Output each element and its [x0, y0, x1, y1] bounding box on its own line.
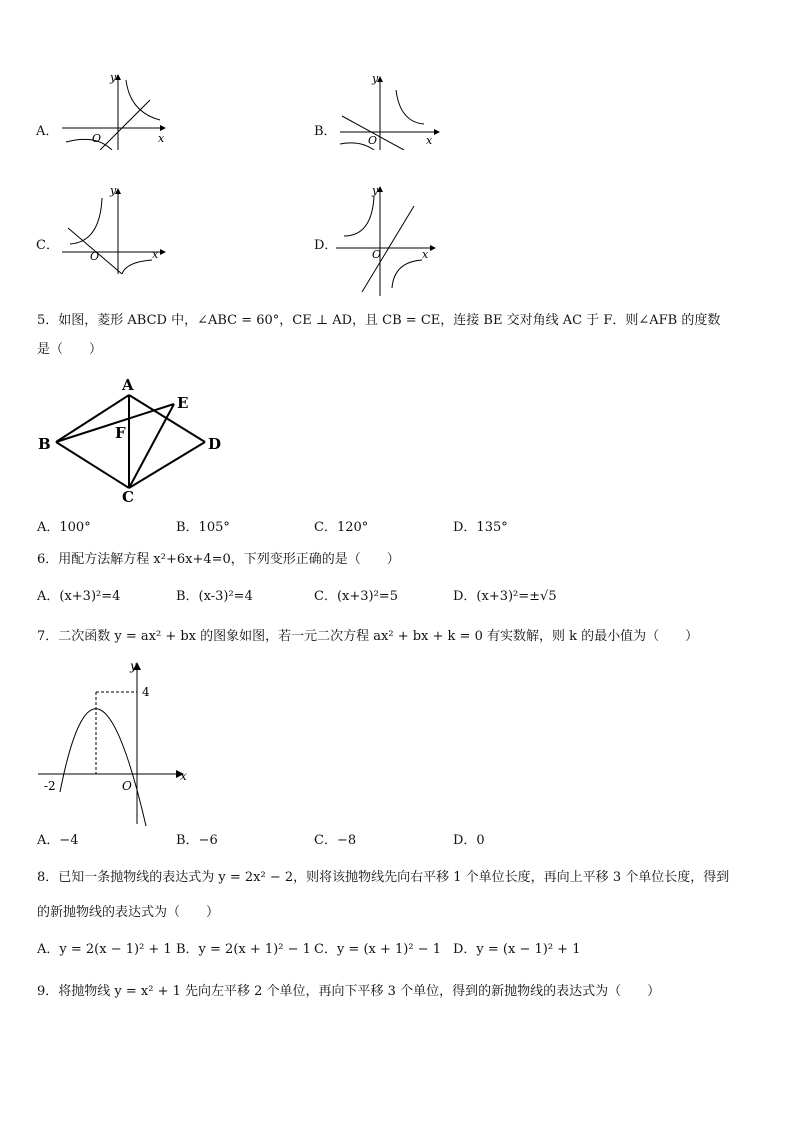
q4-option-d[interactable] — [314, 184, 464, 296]
q5-point-a: A — [122, 376, 134, 394]
q5-point-d: D — [208, 435, 222, 453]
q8-stem-line1: 8．已知一条抛物线的表达式为 y = 2x² − 2，则将该抛物线先向右平移 1 个单位长度，再向上平移 3 个单位长度，得到 — [37, 870, 730, 885]
q4-option-d-label: D． — [314, 238, 338, 253]
q5-option-d[interactable]: D．135° — [453, 520, 508, 535]
q9-stem: 9．将抛物线 y = x² + 1 先向左平移 2 个单位，再向下平移 3 个单位，得到的新抛物线的表达式为（ ） — [37, 984, 661, 999]
q4-option-a[interactable] — [36, 70, 176, 150]
q5-stem-line1: 5．如图，菱形 ABCD 中，∠ABC = 60°，CE ⊥ AD，且 CB = CE，连接 BE 交对角线 AC 于 F．则∠AFB 的度数 — [37, 313, 721, 328]
q4-option-d-graph — [334, 184, 464, 296]
q8-option-a[interactable]: A．y = 2(x − 1)² + 1 — [37, 942, 172, 957]
q6-option-d[interactable]: D．(x+3)²=±√5 — [453, 589, 557, 604]
q4b-x-label: x — [426, 134, 433, 147]
q6-stem: 6．用配方法解方程 x²+6x+4=0，下列变形正确的是（ ） — [37, 552, 400, 567]
q5-option-b[interactable]: B．105° — [176, 520, 230, 535]
q4d-x-label: x — [422, 248, 429, 261]
q7-root-value: -2 — [44, 779, 56, 793]
q7-option-a[interactable]: A．−4 — [37, 833, 79, 848]
q8-option-b[interactable]: B．y = 2(x + 1)² − 1 — [176, 942, 311, 957]
q4b-y-label: y — [372, 72, 379, 85]
q7-stem: 7．二次函数 y = ax² + bx 的图象如图，若一元二次方程 ax² + bx + k = 0 有实数解，则 k 的最小值为（ ） — [37, 629, 699, 644]
q4-option-a-graph — [56, 70, 196, 150]
q5-stem-line2: 是（ ） — [37, 342, 103, 357]
q7-y-label: y — [130, 659, 137, 673]
q4a-x-label: x — [158, 132, 165, 145]
q7-parabola-figure — [36, 656, 196, 826]
q4c-y-label: y — [110, 184, 117, 197]
q8-option-c[interactable]: C．y = (x + 1)² − 1 — [314, 942, 441, 957]
q7-option-d[interactable]: D．0 — [453, 833, 485, 848]
q4-option-b-graph — [334, 70, 474, 150]
q8-option-d[interactable]: D．y = (x − 1)² + 1 — [453, 942, 581, 957]
q8-stem-line2: 的新抛物线的表达式为（ ） — [37, 905, 220, 920]
q4-option-c-graph — [56, 184, 196, 274]
q4d-y-label: y — [372, 184, 379, 197]
q7-option-c[interactable]: C．−8 — [314, 833, 357, 848]
q5-point-e: E — [177, 394, 189, 412]
q4a-origin-label: O — [92, 132, 102, 145]
q4-option-c[interactable] — [36, 184, 176, 274]
q4b-origin-label: O — [368, 134, 378, 147]
q6-option-c[interactable]: C．(x+3)²=5 — [314, 589, 398, 604]
q5-option-a[interactable]: A．100° — [37, 520, 91, 535]
q5-point-b: B — [38, 435, 51, 453]
q5-point-f: F — [115, 424, 126, 442]
q4-option-b-label: B． — [314, 124, 337, 139]
q4c-x-label: x — [152, 248, 159, 261]
q5-point-c: C — [122, 488, 134, 506]
q5-rhombus-figure — [34, 374, 234, 506]
q6-option-a[interactable]: A．(x+3)²=4 — [37, 589, 121, 604]
q6-option-b[interactable]: B．(x-3)²=4 — [176, 589, 253, 604]
q4-option-b[interactable] — [314, 70, 454, 150]
q4-option-c-label: C． — [36, 238, 59, 253]
q7-vertex-value: 4 — [142, 685, 150, 699]
q7-x-label: x — [180, 769, 187, 783]
q7-origin-label: O — [122, 779, 132, 793]
q5-option-c[interactable]: C．120° — [314, 520, 369, 535]
q4-option-a-label: A． — [36, 124, 59, 139]
q4c-origin-label: O — [90, 250, 100, 263]
q4a-y-label: y — [110, 71, 117, 84]
q4d-origin-label: O — [372, 248, 382, 261]
q7-option-b[interactable]: B．−6 — [176, 833, 218, 848]
